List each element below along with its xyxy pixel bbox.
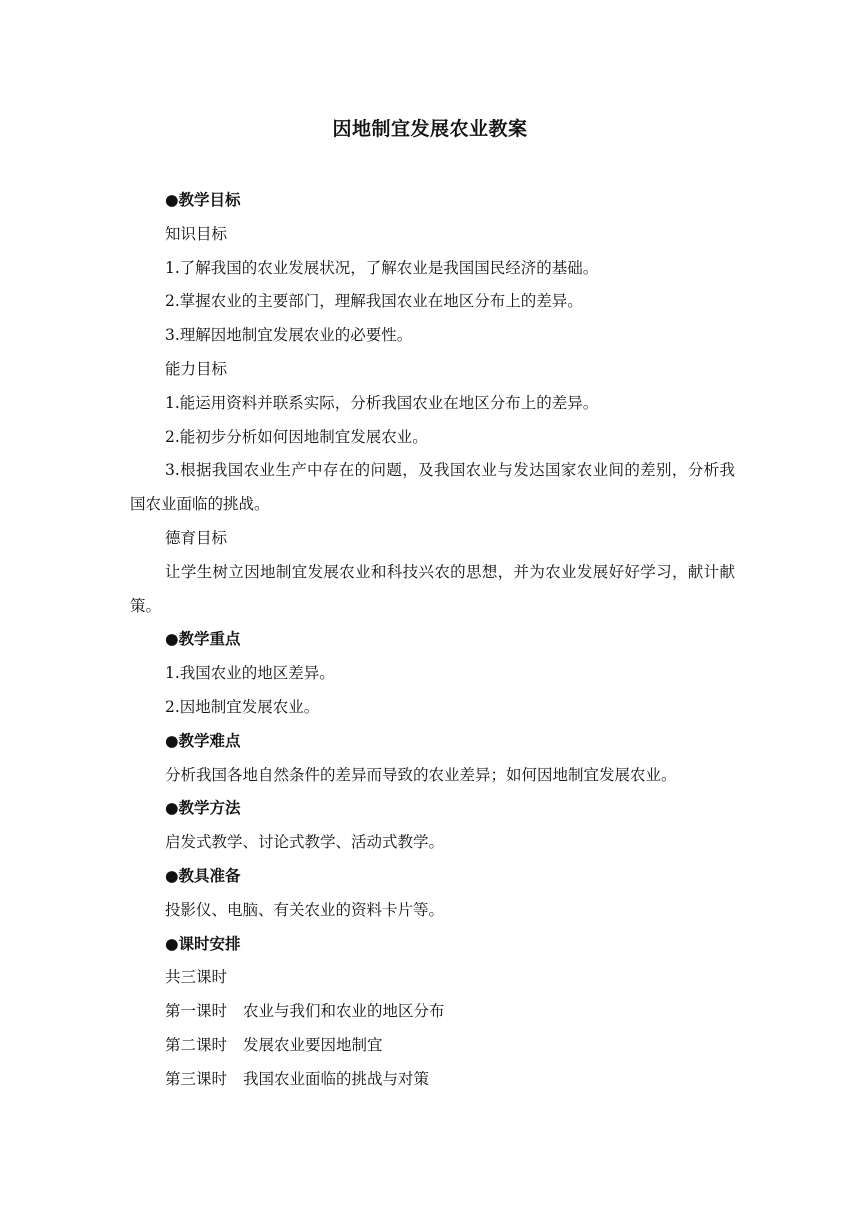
difficulties-text: 分析我国各地自然条件的差异而导致的农业差异；如何因地制宜发展农业。 bbox=[165, 765, 677, 784]
key-point-1: 1.我国农业的地区差异。 bbox=[165, 664, 335, 683]
page-title: 因地制宜发展农业教案 bbox=[332, 118, 528, 140]
ability-goal-2: 2.能初步分析如何因地制宜发展农业。 bbox=[165, 427, 428, 446]
knowledge-goal-2: 2.掌握农业的主要部门，理解我国农业在地区分布上的差异。 bbox=[165, 292, 583, 311]
section-heading-tools: ●教具准备 bbox=[165, 866, 241, 885]
subheading-moral-goals: 德育目标 bbox=[165, 528, 228, 547]
subheading-ability-goals: 能力目标 bbox=[165, 359, 228, 378]
lesson-period: 第二课时 bbox=[165, 1035, 228, 1054]
schedule-lesson-1 bbox=[130, 995, 735, 1029]
lesson-topic: 发展农业要因地制宜 bbox=[243, 1035, 383, 1054]
schedule-total: 共三课时 bbox=[165, 968, 228, 987]
document-body bbox=[130, 184, 735, 1097]
key-point-2: 2.因地制宜发展农业。 bbox=[165, 697, 320, 716]
knowledge-goal-3: 3.理解因地制宜发展农业的必要性。 bbox=[165, 326, 413, 345]
knowledge-goal-1: 1.了解我国的农业发展状况，了解农业是我国国民经济的基础。 bbox=[165, 258, 599, 277]
moral-goal-text: 让学生树立因地制宜发展农业和科技兴农的思想，并为农业发展好好学习，献计献策。 bbox=[130, 562, 735, 615]
schedule-lesson-2 bbox=[130, 1029, 735, 1063]
ability-goal-1: 1.能运用资料并联系实际，分析我国农业在地区分布上的差异。 bbox=[165, 393, 599, 412]
section-heading-key-points: ●教学重点 bbox=[165, 630, 241, 649]
section-heading-difficulties: ●教学难点 bbox=[165, 731, 241, 750]
section-heading-schedule: ●课时安排 bbox=[165, 934, 241, 953]
methods-text: 启发式教学、讨论式教学、活动式教学。 bbox=[165, 833, 445, 852]
schedule-lesson-3 bbox=[130, 1063, 735, 1097]
lesson-period: 第三课时 bbox=[165, 1069, 228, 1088]
section-heading-goals: ●教学目标 bbox=[165, 191, 241, 209]
lesson-period: 第一课时 bbox=[165, 1002, 228, 1021]
subheading-knowledge-goals: 知识目标 bbox=[165, 224, 228, 243]
section-heading-methods: ●教学方法 bbox=[165, 799, 241, 818]
tools-text: 投影仪、电脑、有关农业的资料卡片等。 bbox=[165, 900, 445, 919]
ability-goal-3: 3.根据我国农业生产中存在的问题，及我国农业与发达国家农业间的差别，分析我国农业面临的挑战。 bbox=[130, 461, 735, 514]
lesson-topic: 农业与我们和农业的地区分布 bbox=[243, 1002, 445, 1021]
lesson-topic: 我国农业面临的挑战与对策 bbox=[243, 1069, 430, 1088]
